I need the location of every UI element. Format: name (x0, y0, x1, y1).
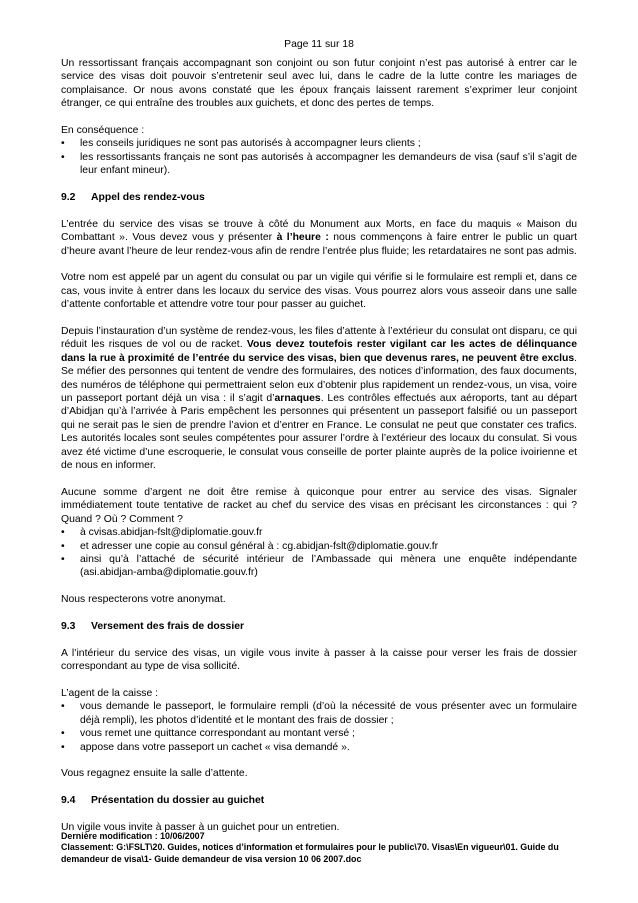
intro-paragraph: Un ressortissant français accompagnant son conjoint ou son futur conjoint n’est pas autorisé à entrer car le service des visas doit pouvoir s’entretenir seul avec lui, dans le cadre de la lutte contre les mariages de complaisance. Or nous avons constaté que les époux français laissent rarement s’exprimer leur conjoint étranger, ce qui entraîne des troubles aux guichets, et donc des pertes de temps. (61, 58, 577, 110)
paragraph: A l’intérieur du service des visas, un vigile vous invite à passer à la caisse pour verser les frais de dossier correspondant au type de visa sollicité. (61, 647, 577, 673)
last-modified: Dernière modification : 10/06/2007 (61, 831, 205, 841)
paragraph: Votre nom est appelé par un agent du consulat ou par un vigile qui vérifie si le formulaire est rempli et, dans ce cas, vous invite à entrer dans les locaux du service des visas. Vous pourrez alors vous asseoir dans une salle d’attente confortable et attendre votre tour pour passer au guichet. (61, 272, 577, 311)
bullet-icon: • (61, 138, 65, 150)
list-item: • et adresser une copie au consul général à : cg.abidjan-fslt@diplomatie.gouv.fr (61, 540, 439, 552)
bullet-icon: • (61, 553, 65, 565)
bullet-icon: • (61, 540, 65, 552)
intro-bullet-list (61, 137, 577, 177)
paragraph: Nous respecterons votre anonymat. (61, 594, 226, 606)
bullet-icon: • (61, 527, 65, 539)
paragraph: Vous regagnez ensuite la salle d’attente. (61, 768, 248, 780)
list-item: • vous remet une quittance correspondant au montant versé ; (61, 728, 355, 740)
paragraph: L’entrée du service des visas se trouve à côté du Monument aux Morts, en face du maquis « Maison du Combattant ». Vous devez vous y présenter à l’heure : nous commençons à faire entrer le public un quart d’heure avant l’heure de leur rendez-vous afin de rendre l’entrée plus fluide; les retardataires ne sont pas admis. (61, 218, 577, 257)
bullet-icon: • (61, 728, 65, 740)
list-item: • les ressortissants français ne sont pas autorisés à accompagner les demandeurs de visa (sauf s’il s’agit de leur enfant mineur). (61, 151, 577, 177)
list-item: • appose dans votre passeport un cachet « visa demandé ». (61, 741, 350, 753)
paragraph: Depuis l’instauration d’un système de rendez-vous, les files d’attente à l’extérieur du consulat ont disparu, ce qui réduit les risques de vol ou de racket. Vous devez toutefois rester vigilant car les actes de délinquance dans la rue à proximité de l’entrée du service des visas, bien que devenus rares, ne peuvent être exclus. Se méfier des personnes qui tentent de vendre des formulaires, des notices d’information, des faux documents, des numéros de téléphone qui permettraient selon eux d’obtenir plus rapidement un rendez-vous, un visa, voire un passeport portant déjà un visa : il s’agit d’arnaques. Les contrôles effectués aux aéroports, tant au départ d’Abidjan qu’à l’arrivée à Paris empêchent les personnes qui présentent un passeport falsifié ou un passeport qui ne serait pas le sien de prendre l’avion et d’entrer en France. Le consulat ne peut que constater ces trafics. Les autorités locales sont seules compétentes pour assurer l’ordre à l’extérieur des locaux du consulat. Si vous avez été victime d’une escroquerie, le consulat vous conseille de porter plainte auprès de la police ivoirienne et de nous en informer. (61, 326, 577, 472)
list-item: • les conseils juridiques ne sont pas autorisés à accompagner leurs clients ; (61, 138, 421, 150)
bullet-icon: • (61, 151, 65, 163)
bullet-icon: • (61, 701, 65, 713)
list-item: • ainsi qu’à l’attaché de sécurité intérieur de l’Ambassade qui mènera une enquête indépendante (asi.abidjan-amba@diplomatie.gouv.fr) (61, 553, 577, 579)
file-path: Classement: G:\FSLT\20. Guides, notices d’information et formulaires pour le public\70. Visas\En vigueur\01. Guide du demandeur de visa\1- Guide demandeur de visa version 10 06 2007.doc (61, 842, 559, 864)
page-number: Page 11 sur 18 (284, 39, 354, 50)
contact-bullet-list (61, 526, 577, 580)
section-heading-9-2: 9.2 Appel des rendez-vous (61, 192, 205, 204)
bullet-icon: • (61, 741, 65, 753)
paragraph: Un vigile vous invite à passer à un guichet pour un entretien. (61, 821, 340, 833)
section-heading-9-4: 9.4 Présentation du dossier au guichet (61, 795, 265, 807)
cashier-bullet-list (61, 700, 577, 754)
consequence-label: En conséquence : (61, 125, 145, 137)
list-item: • vous demande le passeport, le formulaire rempli (d’où la nécessité de vous présenter avec un formulaire déjà rempli), les photos d’identité et le montant des frais de dossier ; (61, 701, 577, 726)
list-item: • à cvisas.abidjan-fslt@diplomatie.gouv.fr (61, 527, 263, 539)
paragraph: L’agent de la caisse : (61, 687, 159, 699)
section-heading-9-3: 9.3 Versement des frais de dossier (61, 620, 245, 632)
footer (61, 831, 577, 865)
document-body (61, 57, 577, 848)
paragraph: Aucune somme d’argent ne doit être remise à quiconque pour entrer au service des visas. Signaler immédiatement toute tentative de racket au chef du service des visas en précisant les circonstances : qui ? Quand ? Où ? Comment ? (61, 486, 577, 525)
